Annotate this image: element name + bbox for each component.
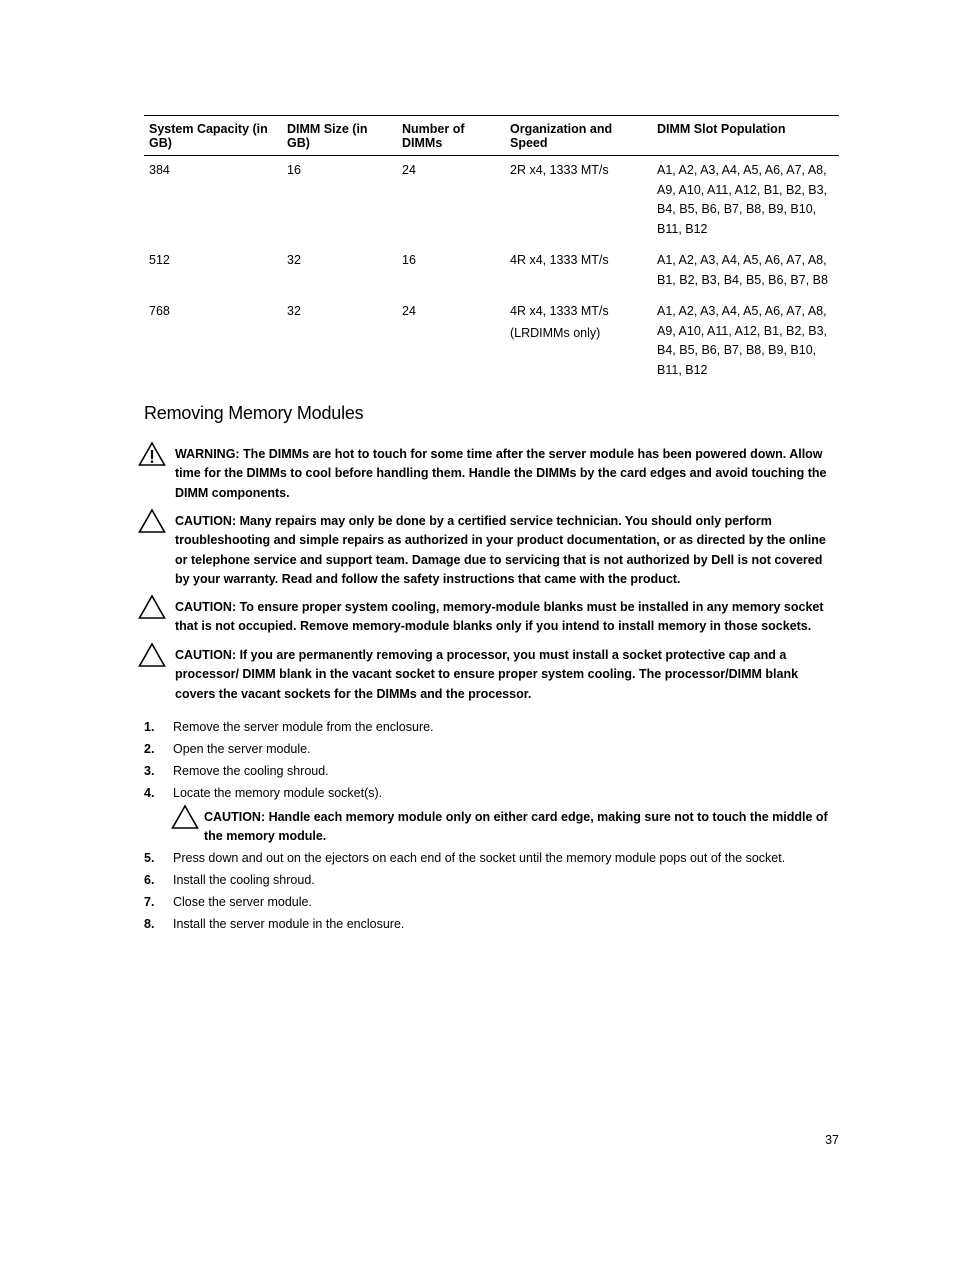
step-text: Open the server module. [173, 742, 311, 756]
caution-icon [138, 508, 166, 534]
cell-dimm-count: 24 [402, 304, 416, 318]
step-text: Install the server module in the enclosure. [173, 916, 405, 931]
step-number: 5. [144, 850, 155, 865]
caution-notice [144, 646, 839, 704]
caution-text: CAUTION: To ensure proper system cooling, memory-module blanks must be installed in any memory socket that is not occupied. Remove memory-module blanks only if you intend to install memory in those sockets. [175, 600, 824, 634]
step-number: 4. [144, 786, 155, 800]
cell-dimm-size: 16 [287, 163, 301, 177]
table-header-row [144, 116, 839, 156]
list-item [144, 891, 839, 913]
warning-text: WARNING: The DIMMs are hot to touch for some time after the server module has been powered down. Allow time for the DIMMs to cool before handling them. Handle the DIMMs by the card edges and avoid touching the DIMM components. [175, 447, 827, 500]
cell-slot-population: A1, A2, A3, A4, A5, A6, A7, A8, A9, A10, A11, A12, B1, B2, B3, B4, B5, B6, B7, B8, B9, B10, B11, B12 [657, 304, 828, 377]
cell-capacity: 768 [149, 304, 170, 318]
warning-notice [144, 445, 839, 503]
org-speed: 4R x4, 1333 MT/s [510, 253, 609, 267]
list-item [144, 847, 839, 869]
list-item [144, 738, 839, 760]
org-speed: 2R x4, 1333 MT/s [510, 163, 609, 177]
col-header-dimm-count: Number of DIMMs [397, 116, 505, 156]
col-header-capacity: System Capacity (in GB) [144, 116, 282, 156]
page-number: 37 [825, 1133, 839, 1147]
cell-slot-population: A1, A2, A3, A4, A5, A6, A7, A8, B1, B2, B3, B4, B5, B6, B7, B8 [657, 253, 828, 287]
table-row [144, 297, 839, 387]
cell-organization [505, 297, 652, 387]
caution-text: CAUTION: If you are permanently removing a processor, you must install a socket protective cap and a processor/ DIMM blank in the vacant socket to ensure proper system cooling. The processor/DIMM blank covers the vacant sockets for the DIMMs and the processor. [175, 648, 799, 701]
step-number: 1. [144, 720, 155, 734]
cell-dimm-size: 32 [287, 253, 301, 267]
list-item [144, 782, 839, 847]
cell-slot-population: A1, A2, A3, A4, A5, A6, A7, A8, A9, A10, A11, A12, B1, B2, B3, B4, B5, B6, B7, B8, B9, B10, B11, B12 [657, 163, 828, 236]
step-text: Remove the cooling shroud. [173, 764, 329, 778]
cell-capacity: 512 [149, 253, 170, 267]
caution-icon [138, 594, 166, 620]
caution-notice [144, 512, 839, 589]
step-text: Remove the server module from the enclosure. [173, 720, 434, 734]
caution-text: CAUTION: Many repairs may only be done by a certified service technician. You should only perform troubleshooting and simple repairs as authorized in your product documentation, or as directed by the online or telephone service and support team. Damage due to servicing that is not authorized by Dell is not covered by your warranty. Read and follow the safety instructions that came with the product. [175, 514, 826, 586]
org-speed: 4R x4, 1333 MT/s [510, 304, 609, 318]
step-number: 6. [144, 872, 155, 887]
col-header-organization: Organization and Speed [505, 116, 652, 156]
col-header-slot-population: DIMM Slot Population [652, 116, 839, 156]
memory-configuration-table [144, 115, 839, 387]
list-item [144, 716, 839, 738]
step-number: 2. [144, 742, 155, 756]
table-row [144, 246, 839, 297]
cell-organization [505, 156, 652, 247]
cell-capacity: 384 [149, 163, 170, 177]
step-number: 7. [144, 894, 155, 909]
cell-dimm-count: 24 [402, 163, 416, 177]
caution-notice [144, 598, 839, 637]
step-text: Install the cooling shroud. [173, 872, 315, 887]
caution-text: CAUTION: Handle each memory module only on either card edge, making sure not to touch the middle of the memory module. [204, 810, 828, 844]
col-header-dimm-size: DIMM Size (in GB) [282, 116, 397, 156]
caution-notice [173, 808, 839, 847]
step-text: Press down and out on the ejectors on each end of the socket until the memory module pops out of the socket. [173, 850, 786, 865]
list-item [144, 760, 839, 782]
list-item [144, 869, 839, 891]
org-note: (LRDIMMs only) [510, 325, 601, 340]
caution-icon [171, 804, 199, 830]
warning-icon [138, 441, 166, 467]
step-text: Close the server module. [173, 894, 312, 909]
cell-dimm-count: 16 [402, 253, 416, 267]
list-item [144, 913, 839, 935]
cell-dimm-size: 32 [287, 304, 301, 318]
table-row [144, 156, 839, 247]
step-number: 3. [144, 764, 155, 778]
step-text: Locate the memory module socket(s). [173, 786, 383, 800]
caution-icon [138, 642, 166, 668]
step-number: 8. [144, 916, 155, 931]
procedure-steps [144, 716, 839, 935]
section-title: Removing Memory Modules [144, 403, 364, 423]
cell-organization [505, 246, 652, 297]
